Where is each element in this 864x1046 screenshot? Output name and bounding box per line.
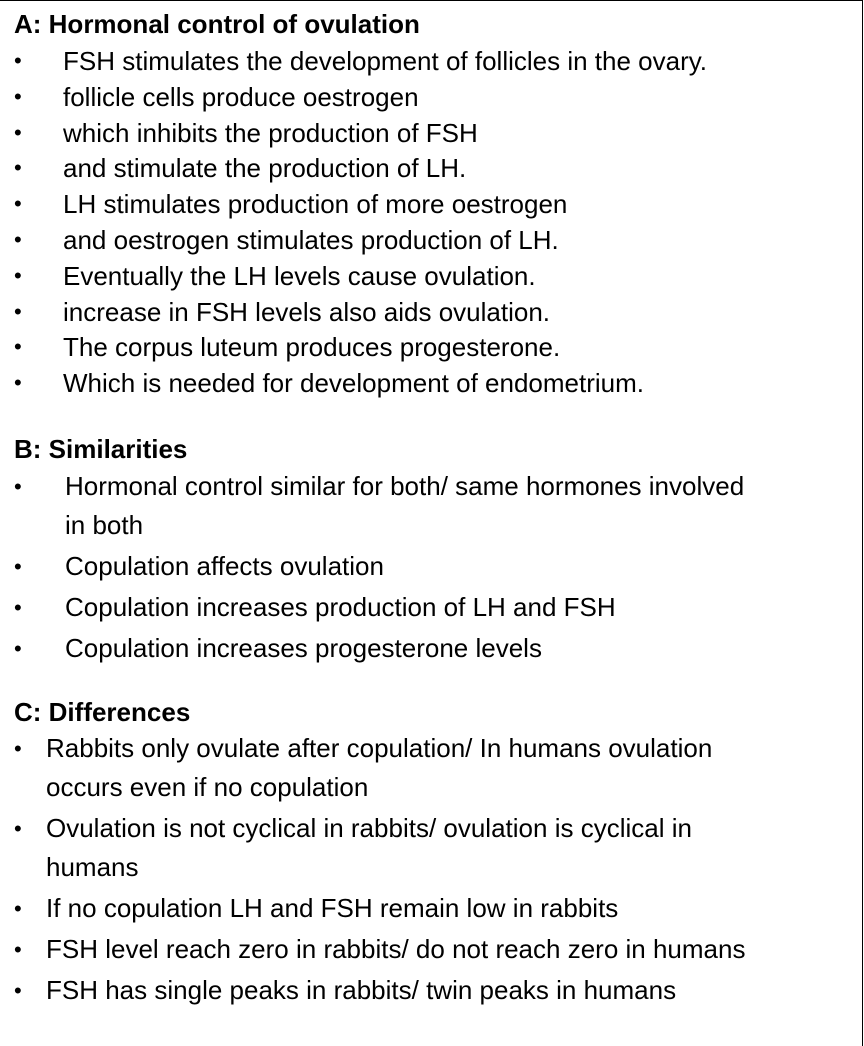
- bullet-icon: •: [14, 937, 22, 962]
- section-a-title: A: Hormonal control of ovulation: [14, 9, 420, 39]
- list-item: [0, 467, 850, 547]
- bullet-icon: •: [14, 370, 22, 396]
- list-item: [0, 223, 850, 259]
- list-item: [0, 330, 850, 366]
- section-a-list: [0, 44, 850, 402]
- bullet-icon: •: [14, 474, 22, 499]
- list-item: [0, 971, 850, 1012]
- list-item: [0, 80, 850, 116]
- bullet-icon: •: [14, 334, 22, 360]
- section-c-list: [0, 729, 850, 1012]
- bullet-icon: •: [14, 226, 22, 252]
- list-item: [0, 116, 850, 152]
- list-item-text: FSH stimulates the development of follicles in the ovary.: [63, 46, 708, 76]
- list-item-text: Copulation increases production of LH and FSH: [65, 592, 616, 622]
- list-item: [0, 889, 850, 930]
- list-item-text: Copulation affects ovulation: [65, 551, 384, 581]
- list-item-text: The corpus luteum produces progesterone.: [63, 332, 561, 363]
- section-c-title: C: Differences: [14, 697, 191, 727]
- list-item-text: If no copulation LH and FSH remain low in rabbits: [46, 893, 619, 923]
- list-item-line-2: occurs even if no copulation: [46, 772, 369, 802]
- list-item: [0, 151, 850, 187]
- list-item: [0, 44, 850, 80]
- bullet-icon: •: [14, 191, 22, 217]
- list-item: [0, 547, 850, 588]
- list-item-text: and oestrogen stimulates production of LH.: [63, 224, 559, 255]
- list-item: [0, 809, 850, 889]
- list-item-text: follicle cells produce oestrogen: [63, 81, 419, 112]
- list-item-text: and stimulate the production of LH.: [63, 153, 467, 184]
- list-item-text: [46, 729, 712, 807]
- section-b-title: B: Similarities: [14, 434, 188, 464]
- bullet-icon: •: [14, 816, 22, 841]
- bullet-icon: •: [14, 262, 22, 288]
- list-item-text: which inhibits the production of FSH: [63, 117, 478, 148]
- bullet-icon: •: [14, 636, 22, 661]
- list-item-line-1: Ovulation is not cyclical in rabbits/ ovulation is cyclical in: [46, 813, 692, 843]
- bullet-icon: •: [14, 298, 22, 324]
- list-item-line-2: in both: [65, 510, 144, 540]
- list-item-text: Copulation increases progesterone levels: [65, 633, 542, 663]
- list-item-text: LH stimulates production of more oestrogen: [63, 189, 568, 220]
- list-item-line-1: Hormonal control similar for both/ same hormones involved: [65, 471, 745, 501]
- list-item-text: FSH has single peaks in rabbits/ twin peaks in humans: [46, 975, 677, 1005]
- list-item-text: [65, 467, 744, 545]
- bullet-icon: •: [14, 896, 22, 921]
- list-item: [0, 588, 850, 629]
- list-item: [0, 295, 850, 331]
- list-item: [0, 259, 850, 295]
- list-item: [0, 930, 850, 971]
- bullet-icon: •: [14, 83, 22, 109]
- section-b-list: [0, 467, 850, 670]
- list-item-text: FSH level reach zero in rabbits/ do not reach zero in humans: [46, 934, 746, 964]
- list-item-text: Eventually the LH levels cause ovulation.: [63, 260, 536, 291]
- list-item: [0, 729, 850, 809]
- list-item: [0, 629, 850, 670]
- list-item: [0, 187, 850, 223]
- bullet-icon: •: [14, 595, 22, 620]
- list-item-text: [46, 809, 692, 887]
- list-item-text: Which is needed for development of endometrium.: [63, 368, 644, 399]
- list-item-line-1: Rabbits only ovulate after copulation/ In humans ovulation: [46, 733, 713, 763]
- bullet-icon: •: [14, 119, 22, 145]
- bullet-icon: •: [14, 736, 22, 761]
- bullet-icon: •: [14, 978, 22, 1003]
- list-item-line-2: humans: [46, 852, 139, 882]
- bullet-icon: •: [14, 155, 22, 181]
- list-item: [0, 366, 850, 402]
- bullet-icon: •: [14, 554, 22, 579]
- bullet-icon: •: [14, 48, 22, 73]
- list-item-text: increase in FSH levels also aids ovulation.: [63, 296, 551, 327]
